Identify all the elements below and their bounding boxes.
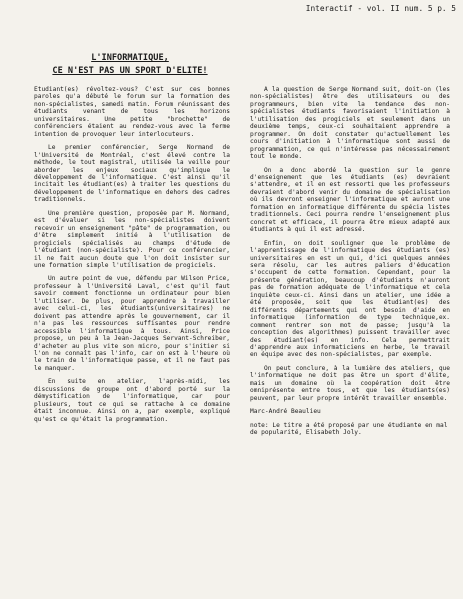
paragraph: On peut conclure, à la lumière des ateliers, que l'informatique ne doit pas être un sport d'élite, mais un domaine où la coopération doit être omniprésente entre tous, et que les étudiants(es) peuvent, par leur propre intérêt travailler ensemble. <box>250 364 450 402</box>
paragraph: Enfin, on doit souligner que le problème de l'apprentissage de l'informatique des étudiants (es) universitaires en est un qui, d'ici quelques années sera résolu, car les autres paliers d'éducation s'occupent de cette formation. Cependant, pour la présente génération, beaucoup d'étudiants n'auront pas de formation adéquate de l'informatique et cela inquiète ceux-ci. Ainsi dans un atelier, une idée a été proposée, soit que les étudiant(es) des différents départements qui ont besoin d'aide en informatique (information de type technique,ex. comment rentrer son mot de passe; jusqu'à la conception des algorithmes) puissent travailler avec des étudiant(es) en info. Cela permettrait d'apprendre aux informaticiens en herbe, le travail en équipe avec des non-spécialistes, par exemple. <box>250 239 450 359</box>
paragraph: Un autre point de vue, défendu par Wilson Price, professeur à l'Université Laval, c'est qu'il faut savoir comment fonctionne un ordinateur pour bien l'utiliser. De plus, pour apprendre à travailler avec celui-ci, les étudiants(universitaires) ne doivent pas attendre après le gouvernement, car il n'a pas les ressources suffisantes pour rendre accessible l'informatique à tous. Ainsi, Price propose, un peu à la Jean-Jacques Servant-Schreiber, d'acheter au plus vite son micro, pour s'initier si l'on ne connaît pas l'info, car on est à l'heure où le train de l'informatique passe, et il ne faut pas le manquer. <box>34 275 230 372</box>
right-column <box>250 86 450 436</box>
running-head: Interactif - vol. II num. 5 p. 5 <box>305 4 456 13</box>
article-title-line-1: L'INFORMATIQUE, <box>91 53 169 63</box>
article-title <box>24 52 236 78</box>
paragraph: Une première question, proposée par M. Normand, est d'évaluer si les non-spécialistes doivent recevoir un enseignement "pâte" de programmation, ou d'être simplement initié à l'utilisation de progiciels spécialisés au champs d'étude de l'étudiant (non-spécialiste). Pour ce conférencier, il ne fait aucun doute que l'on doit insister sur une formation simple l'utilisation de progiciels. <box>34 209 230 269</box>
paragraph: Le premier conférencier, Serge Normand de l'Université de Montréal, c'est élevé contre la méthode, le tout magistral, utilisée la veille pour aborder les enjeux sociaux qu'implique le développement de l'informatique. C'est ainsi qu'il incitait les étudiant(es) à traiter les questions du développement de l'informatique en dehors des cadres traditionnels. <box>34 144 230 204</box>
left-column <box>34 86 230 429</box>
editor-note: note: Le titre a été proposé par une étudiante en mal de popularité, Elisabeth Joly. <box>250 421 448 437</box>
article-title-line-2: CE N'EST PAS UN SPORT D'ELITE! <box>52 66 208 76</box>
author-signature: Marc-André Beaulieu <box>250 408 321 416</box>
paragraph: Etudiant(es) révoltez-vous? C'est sur ces bonnes paroles qu'a débuté le forum sur la formation des non-spécialistes, samedi matin. Forum réunissant des étudiants venant de tous les horizons universitaires. Une petite "brochette" de conférenciers étaient au rendez-vous avec la ferme intention de provoquer leur interlocuteurs. <box>34 86 230 138</box>
paragraph: On a donc abordé la question sur le genre d'enseignement que les étudiants (es) devraient s'attendre, et il en est ressorti que les professeurs devraient d'abord venir du domaine de spécialisation où ils devront enseigner l'informatique et auront une formation en informatique différente du spécia listes traditionnels. Ceci pourra rendre l'enseignement plus concret et efficace, il pourra être mieux adapté aux étudiants à qui il est adressé. <box>250 166 450 234</box>
paragraph: A la question de Serge Normand suit, doit-on (les non-spécialistes) être des utilisateurs ou des programmeurs, bien vite la tendance des non-spécialistes étudiants favorisaient l'initiation à l'utilisation des progiciels et seulement dans un deuxième temps, ceux-ci souhaitaient apprendre a programmer. On doit constater qu'actuellement les cours d'initiation à l'informatique sont aussi de programmation, ce qui n'intéresse pas nécessairement tout le monde. <box>250 86 450 161</box>
paragraph: En suite en atelier, l'après-midi, les discussions de groupe ont d'abord porté sur la démystification de l'informatique, car pour plusieurs, tout ce qui se rattache à ce domaine était inconnue. Ainsi on a, par exemple, expliqué qu'est ce qu'était la programmation. <box>34 378 230 423</box>
